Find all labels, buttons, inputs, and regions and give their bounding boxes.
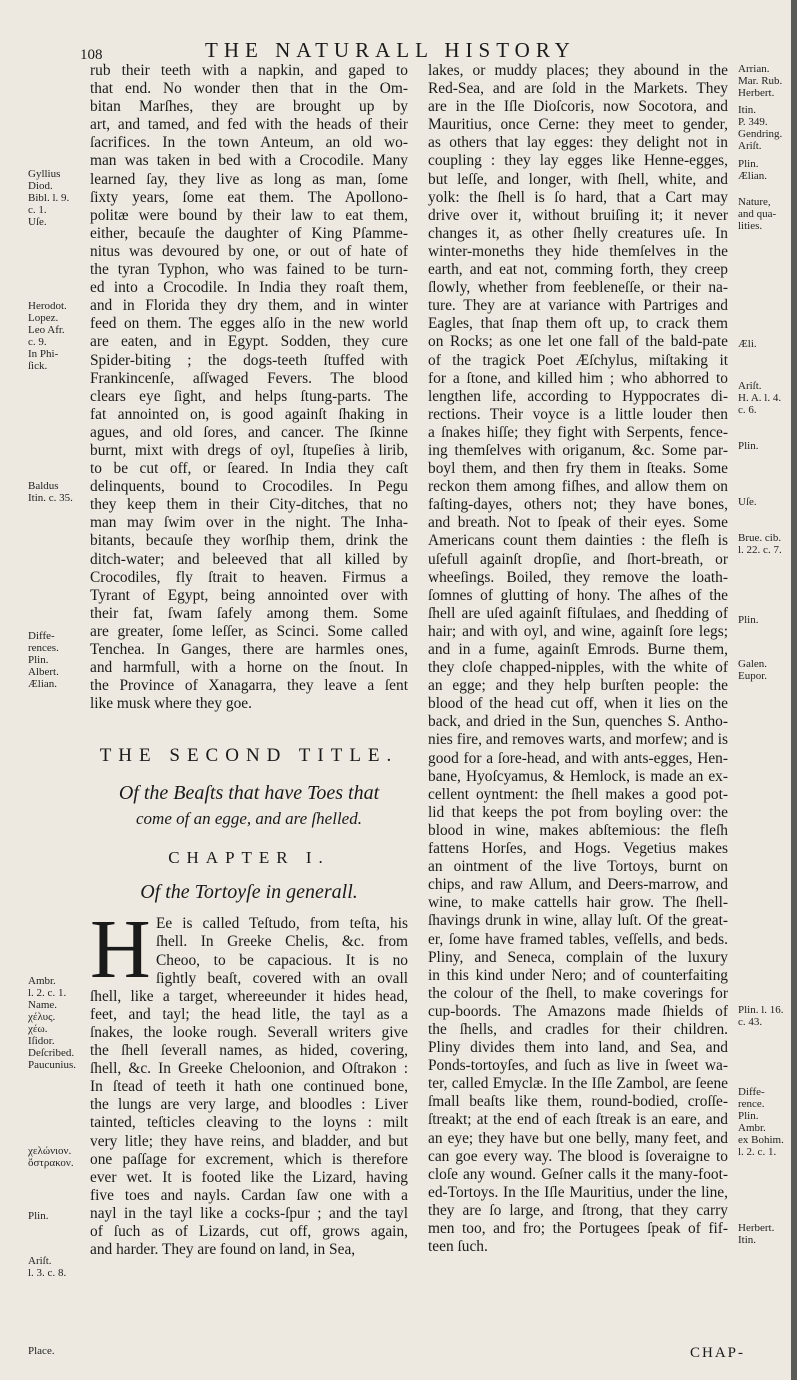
text-line: cloſe any wound. Geſner calls it the many-foot- [428, 1165, 728, 1183]
margin-note-right: Herbert. Itin. [738, 1222, 775, 1246]
text-line: on Rocks; as one let one fall of the bald-pate [428, 333, 728, 351]
page-edge [791, 0, 797, 1380]
text-line: ſixty years, ſome eat them. The Apollono- [90, 188, 408, 206]
margin-note-right: Arrian. Mar. Rub. Herbert. [738, 63, 783, 99]
text-line: Tenchea. In Ganges, there are harmles ones, [90, 641, 408, 658]
text-line: five toes and nayls. Cardan ſaw one with a [90, 1186, 408, 1204]
text-line: ed-Tortoys. In the Iſle Mauritius, under the line, [428, 1183, 728, 1201]
text-line: man may ſwim over in the night. The Inha- [90, 514, 408, 532]
text-line: lid that keeps the pot from boyling over: the [428, 803, 728, 821]
text-line: feet, and tayl; the head litle, the tayl as a [90, 1005, 408, 1023]
text-line: earth, and eat not, comming forth, they creep [428, 261, 728, 279]
text-line: burnt, mixt with dregs of oyl, ſtupeſies à lirib, [90, 441, 408, 459]
text-line: fat annointed on, is good againſt ſhaking in [90, 405, 408, 423]
margin-note-right: Plin. l. 16. c. 43. [738, 1004, 784, 1028]
text-line: feed on them. The egges alſo in the new world [90, 315, 408, 333]
text-line: man was taken in bed with a Crocodile. Many [90, 152, 408, 170]
text-line: ſacrifices. In the town Anteum, an old wo- [90, 134, 408, 152]
text-line: and in Florida they dry them, and in winter [90, 297, 408, 315]
text-line: ing themſelves with origanum, &c. Some par- [428, 441, 728, 459]
text-line: nitus was devoured by one, or out of hate of [90, 242, 408, 260]
margin-note-right: Nature, and qua- lities. [738, 196, 777, 232]
text-line: blood in wine, makes abſtemious: the fleſh [428, 821, 728, 839]
text-line: faſting-dayes, others not; they have bones, [428, 496, 728, 514]
page-header [0, 38, 797, 64]
text-line: clears eye ſight, and helps ſtung-parts. The [90, 387, 408, 405]
text-line: changes it, as other ſhelly creatures uſe. In [428, 224, 728, 242]
text-line: their fat, ſwam ſafely among them. Some [90, 604, 408, 622]
text-line: like musk where they goe. [90, 695, 252, 713]
text-line: bitan Marſhes, they are brought up by [90, 98, 408, 116]
margin-note-right: Plin. Ælian. [738, 158, 768, 182]
margin-note-left: Place. [28, 1345, 55, 1357]
text-line: men too, and fro; the Portugees ſpeak of fif- [428, 1220, 728, 1237]
margin-note-left: Ariſt. l. 3. c. 8. [28, 1255, 67, 1279]
text-line: coupling : they lay egges like Henne-egges, [428, 152, 728, 170]
text-line: Tyrant of Egypt, being annointed over with [90, 586, 408, 604]
text-line: Crocodiles, fly ſtrait to heaven. Firmus a [90, 568, 408, 586]
margin-note-left: χελώνιον. ὄστρακον. [28, 1145, 74, 1169]
text-line: the Province of Xanagarra, they leave a ſent [90, 677, 408, 695]
text-line: the lungs are very large, and bloodles : Liver [90, 1096, 408, 1114]
text-line: agues, and old ſores, and cancer. The ſkinne [90, 423, 408, 441]
left-text-block [90, 62, 408, 713]
text-line: fattens Horſes, and Hogs. Vegetius makes [428, 840, 728, 858]
text-line: wheeſings. Boiled, they remove the loath- [428, 568, 728, 586]
text-line: ſhell, like a target, whereeunder it hides head, [90, 987, 408, 1005]
margin-note-left: Gyllius Diod. Bibl. l. 9. c. 1. Uſe. [28, 168, 70, 228]
text-line: and harmfull, with a horne on the ſnout. In [90, 659, 408, 677]
drop-cap: H [90, 903, 151, 997]
text-line: of the tragick Poet Æſchylus, miſtaking it [428, 351, 728, 369]
text-line: uſefull againſt dropſie, and ſhort-breath, or [428, 550, 728, 568]
text-line: one paſſage for excrement, which is therefore [90, 1150, 408, 1168]
page-number: 108 [80, 47, 103, 63]
text-line: teen ſuch. [428, 1238, 488, 1256]
left-column [90, 62, 408, 1259]
text-line: ſhell. In Greeke Chelis, &c. from [156, 933, 408, 951]
text-line: back, and dried in the Sun, quenches S. Antho- [428, 713, 728, 731]
text-line: the colour of the ſhell, to make coverings for [428, 984, 728, 1002]
text-line: to be cut off, or ſeared. In India they caſt [90, 460, 408, 478]
right-column [428, 62, 728, 1256]
text-line: ſmall beaſts like them, round-bodied, croſſe- [428, 1093, 728, 1111]
text-line: Spider-biting ; the dogs-teeth ſtuffed with [90, 351, 408, 369]
margin-note-left: Plin. [28, 1210, 49, 1222]
text-line: bitants, becauſe they worſhip them, drink the [90, 532, 408, 550]
text-line: very litle; they have reins, and bladder, and but [90, 1132, 408, 1150]
text-line: ſhell are uſed againſt fiſtulaes, and ſhedding of [428, 604, 728, 622]
text-line: Mauritius, once Cerne: they meet to gender, [428, 116, 728, 134]
text-line: ſlowly, whether from feebleneſſe, or their na- [428, 279, 728, 297]
text-line: the ſhell ſeverall names, as hided, covering, [90, 1042, 408, 1060]
text-line: ſomnes of glutting of hony. The aſhes of the [428, 586, 728, 604]
text-line: an ointment of the live Tortoys, burnt on [428, 858, 728, 876]
text-line: an egge; and they help burſten people: the [428, 677, 728, 695]
margin-note-right: Æli. [738, 338, 757, 350]
text-line: Cheoo, to be capacious. It is no [156, 951, 408, 969]
margin-note-right: Galen. Eupor. [738, 658, 768, 682]
text-line: ſhell, &c. In Greeke Cheloonion, and Oſtrakon : [90, 1060, 408, 1078]
text-line: art, and tamed, and fed with the heads of their [90, 116, 408, 134]
text-line: either, becauſe the daughter of King Pſamme- [90, 224, 408, 242]
text-line: wine, to make cattells hair grow. The ſhell- [428, 894, 728, 912]
margin-note-left: Diffe- rences. Plin. Albert. Ælian. [28, 630, 59, 690]
text-line: ditch-water; and beleeved that all killed by [90, 550, 408, 568]
text-line: Frankincenſe, aſſwaged Fevers. The blood [90, 369, 408, 387]
text-line: blood of the head cut off, when it lies on the [428, 695, 728, 713]
text-line: er, ſome have framed tables, veſſells, and beds. [428, 930, 728, 948]
text-line: that end. No wonder then that in the Om- [90, 80, 408, 98]
text-line: ſnakes, the looke rough. Severall writers give [90, 1023, 408, 1041]
text-line: chips, and raw Allum, and Deers-marrow, and [428, 876, 728, 894]
text-line: tainted, teſticles cleaving to the loyns : milt [90, 1114, 408, 1132]
text-line: In ſtead of teeth it hath one continued bone, [90, 1078, 408, 1096]
text-line: yolk: the ſhell is ſo hard, that a Cart may [428, 188, 728, 206]
text-line: good for a ſore-head, and with ants-egges, Hen- [428, 749, 728, 767]
text-line: ed into a Crocodile. In India they roaſt them, [90, 279, 408, 297]
section-subtitle-line: come of an egge, and are ſhelled. [136, 809, 362, 829]
text-line: ſightly beaſt, covered with an ovall [156, 969, 408, 987]
running-title: THE NATURALL HISTORY [205, 38, 576, 62]
text-line: nies fire, and removes warts, and morfew; and is [428, 731, 728, 749]
text-line: are eaten, and in Egypt. Sodden, they cure [90, 333, 408, 351]
text-line: rub their teeth with a napkin, and gaped to [90, 62, 408, 79]
text-line: are in the Iſle Dioſcoris, now Socotora, and [428, 98, 728, 116]
text-line: boyl them, and then fry them in ſteaks. Some [428, 460, 728, 478]
text-line: lengthen life, according to Hyppocrates di- [428, 387, 728, 405]
chapter-body [90, 903, 408, 1259]
text-line: ever wet. It is footed like the Lizard, having [90, 1168, 408, 1186]
text-line: nayl in the tayl like a cocks-ſpur ; and the tayl [90, 1204, 408, 1222]
margin-note-right: Plin. [738, 440, 759, 452]
text-line: hair; and with oyl, and wine, againſt ſore legs; [428, 622, 728, 640]
text-line: can goe every way. The blood is ſoveraigne to [428, 1147, 728, 1165]
text-line: Ponds-tortoyſes, and ſuch as live in ſweet wa- [428, 1057, 728, 1075]
text-line: Eagles, that ſnap them oft up, to crack them [428, 315, 728, 333]
text-line: learned ſay, they live as long as man, ſome [90, 170, 408, 188]
text-line: the ſhells, and cradles for their children. [428, 1020, 728, 1038]
text-line: and harder. They are found on land, in Sea, [90, 1241, 356, 1259]
text-line: Pliny divides them into land, and Sea, and [428, 1039, 728, 1057]
text-line: politæ were bound by their law to eat them, [90, 206, 408, 224]
text-line: Red-Sea, and are ſold in the Markets. They [428, 80, 728, 98]
margin-note-left: Herodot. Lopez. Leo Afr. c. 9. In Phi- ſick. [28, 300, 67, 372]
text-line: ter, called Emyclæ. In the Iſle Zambol, are ſeene [428, 1075, 728, 1093]
text-line: ſhavings drunk in wine, allay luſt. Of the great- [428, 912, 728, 930]
text-line: they cloſe chapped-nipples, with the white of [428, 659, 728, 677]
text-line: they are ſo large, and ſtrong, that they carry [428, 1201, 728, 1219]
text-line: an eye; they have but one belly, many feet, and [428, 1129, 728, 1147]
text-line: ture. They are at variance with Partriges and [428, 297, 728, 315]
text-line: for a ſtone, and killed him ; who abhorred to [428, 369, 728, 387]
right-text-block [428, 62, 728, 1256]
margin-note-left: Ambr. l. 2. c. 1. Name. χέλυς. χέω. Iſidor. Deſcribed. Paucunius. [28, 975, 76, 1071]
text-line: ſtreakt; at the end of each ſtreak is an eare, and [428, 1111, 728, 1129]
text-line: in this kind under Nero; and of counterfaiting [428, 966, 728, 984]
text-line: and in a fume, againſt Emrods. Burne them, [428, 641, 728, 658]
text-line: the tyran Typhon, who was fained to be turn- [90, 261, 408, 279]
chapter-subtitle: Of the Tortoyſe in generall. [140, 881, 358, 904]
text-line: Ee is called Teſtudo, from teſta, his [156, 915, 408, 933]
margin-note-left: Baldus Itin. c. 35. [28, 480, 73, 504]
text-line: winter-moneths they hide themſelves in the [428, 242, 728, 260]
margin-note-right: Plin. [738, 614, 759, 626]
text-line: and breath. Not to ſpeak of their eyes. Some [428, 514, 728, 532]
chapter-heading: CHAPTER I. [168, 848, 330, 868]
text-line: a ſnakes hiſſe; they fight with Serpents, fence- [428, 423, 728, 441]
catchword: CHAP- [690, 1345, 746, 1361]
text-line: delinquents, bound to Crocodiles. In Pegu [90, 478, 408, 496]
text-line: bane, Hyoſcyamus, & Hemlock, is made an ex- [428, 767, 728, 785]
text-line: lakes, or muddy places; they abound in the [428, 62, 728, 79]
text-line: Pliny, and Seneca, complain of the luxury [428, 948, 728, 966]
text-line: rections. Their voyce is a little louder then [428, 405, 728, 423]
text-line: Americans count them dainties : the fleſh is [428, 532, 728, 550]
text-line: drive over it, without bruiſing it; it never [428, 206, 728, 224]
margin-note-right: Ariſt. H. A. l. 4. c. 6. [738, 380, 782, 416]
section-title: THE SECOND TITLE. [99, 745, 399, 767]
section-subtitle [90, 781, 408, 831]
text-line: cellent oyntment: the ſhell makes a good pot- [428, 785, 728, 803]
margin-note-right: Uſe. [738, 496, 757, 508]
margin-note-right: Itin. P. 349. Gendring. Ariſt. [738, 104, 783, 152]
margin-note-right: Diffe- rence. Plin. Ambr. ex Bohim. l. 2. c. 1. [738, 1086, 784, 1158]
text-line: cup-boords. The Amazons made ſhields of [428, 1002, 728, 1020]
text-line: of ſuch as of Lizards, cut off, grows again, [90, 1222, 408, 1240]
margin-note-right: Brue. cib. l. 22. c. 7. [738, 532, 782, 556]
text-line: they keep them in their City-ditches, that no [90, 496, 408, 514]
text-line: but leſſe, and longer, with ſhell, white, and [428, 170, 728, 188]
text-line: as others that lay egges: they delight not in [428, 134, 728, 152]
text-line: reckon them among fiſhes, and allow them on [428, 478, 728, 496]
text-line: are greater, ſome leſſer, as Scinci. Some called [90, 622, 408, 640]
section-subtitle-line: Of the Beaſts that have Toes that [118, 782, 380, 805]
